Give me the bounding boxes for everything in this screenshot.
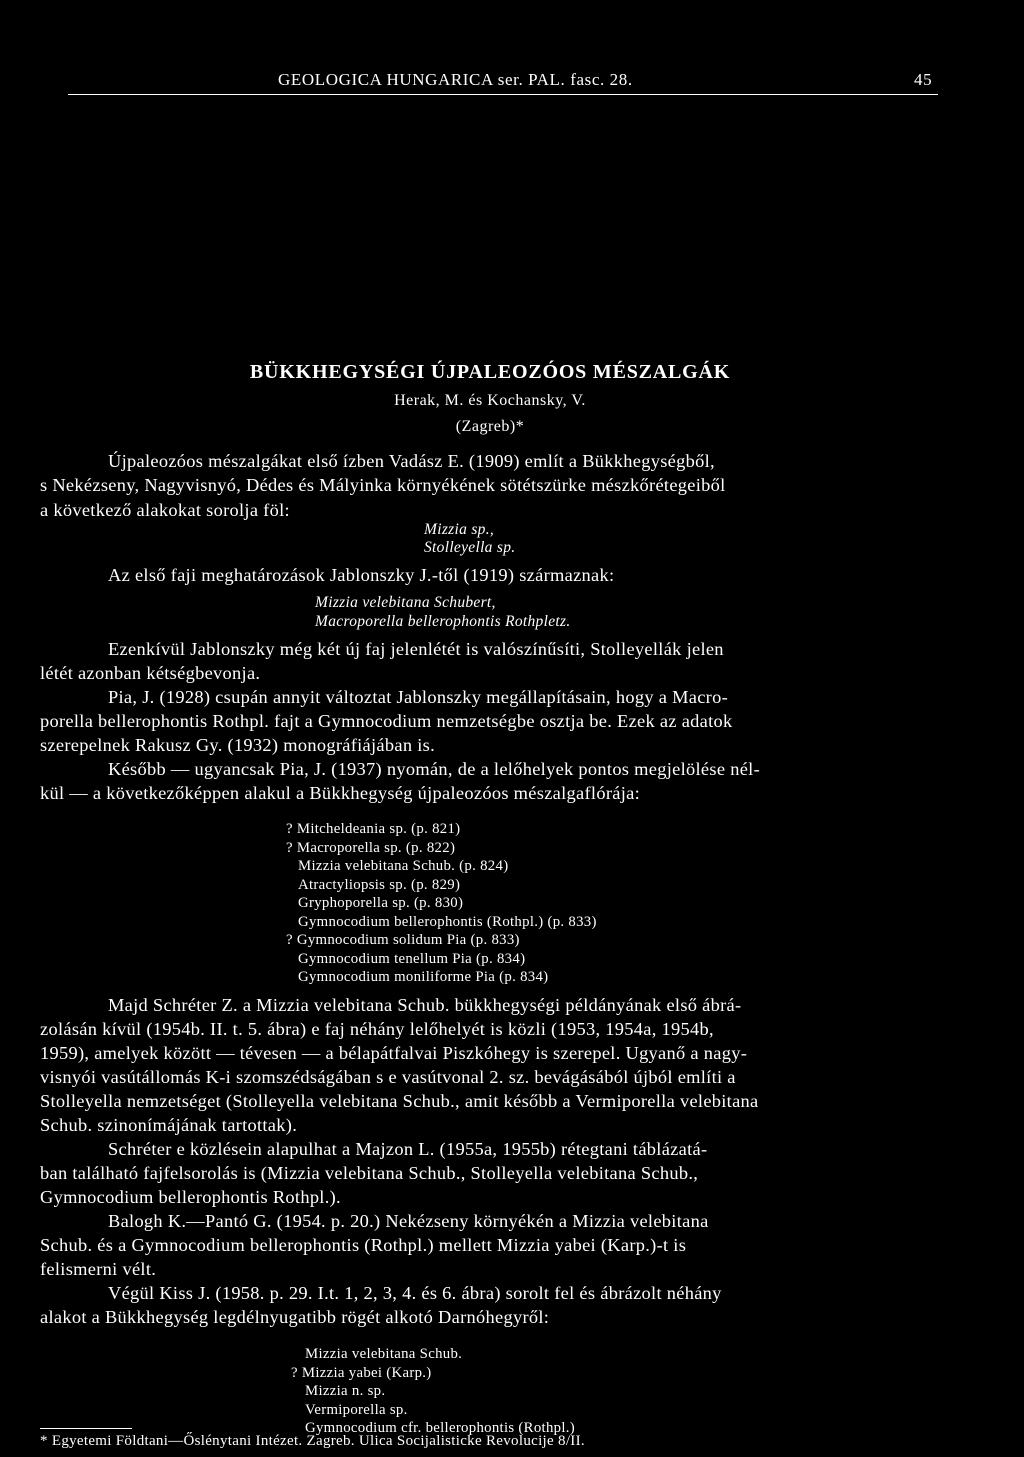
header-rule	[68, 94, 938, 95]
species-list-item: Gymnocodium cfr. bellerophontis (Rothpl.)	[305, 1420, 575, 1436]
text-line: s Nekézseny, Nagyvisnyó, Dédes és Mályinka környékének sötétszürke mészkőrétegeiből	[40, 475, 726, 495]
text-line: Schréter e közlésein alapulhat a Majzon L. (1955a, 1955b) rétegtani táblázatá-	[108, 1139, 708, 1159]
text-line: Majd Schréter Z. a Mizzia velebitana Schub. bükkhegységi példányának első ábrá-	[108, 995, 742, 1015]
species-list-item: ? Gymnocodium solidum Pia (p. 833)	[286, 932, 520, 948]
text-line: ban található fajfelsorolás is (Mizzia velebitana Schub., Stolleyella velebitana Schub.,	[40, 1163, 699, 1183]
species-list-item: Vermiporella sp.	[305, 1402, 408, 1418]
species-line: Mizzia sp.,	[424, 521, 495, 538]
text-line: felismerni vélt.	[40, 1259, 157, 1279]
text-line: szerepelnek Rakusz Gy. (1932) monográfiájában is.	[40, 735, 435, 755]
text-line: porella bellerophontis Rothpl. fajt a Gymnocodium nemzetségbe osztja be. Ezek az adatok	[40, 711, 733, 731]
text-line: Később — ugyancsak Pia, J. (1937) nyomán, de a lelőhelyek pontos megjelölése nél-	[108, 759, 760, 779]
text-line: Stolleyella nemzetséget (Stolleyella velebitana Schub., amit később a Vermiporella velebitana	[40, 1091, 759, 1111]
species-list-item: Gymnocodium moniliforme Pia (p. 834)	[298, 969, 549, 985]
article-authors: Herak, M. és Kochansky, V.	[394, 392, 586, 409]
species-list-item: Atractyliopsis sp. (p. 829)	[298, 877, 461, 893]
text-line: zolásán kívül (1954b. II. t. 5. ábra) e faj néhány lelőhelyét is közli (1953, 1954a, 1954b,	[40, 1019, 714, 1039]
page-number: 45	[914, 70, 933, 89]
species-list-item: ? Mitcheldeania sp. (p. 821)	[286, 821, 461, 837]
text-line: kül — a következőképpen alakul a Bükkhegység újpaleozóos mészalgaflórája:	[40, 783, 640, 803]
text-line: Schub. és a Gymnocodium bellerophontis (Rothpl.) mellett Mizzia yabei (Karp.)-t is	[40, 1235, 687, 1255]
text-line: Végül Kiss J. (1958. p. 29. I.t. 1, 2, 3, 4. és 6. ábra) sorolt fel és ábrázolt néhány	[108, 1283, 722, 1303]
species-list-item: Gymnocodium tenellum Pia (p. 834)	[298, 951, 526, 967]
text-line: 1959), amelyek között — tévesen — a bélapátfalvai Piszkóhegy is szerepel. Ugyanő a nagy-	[40, 1043, 748, 1063]
article-affiliation: (Zagreb)*	[455, 418, 525, 435]
journal-header: GEOLOGICA HUNGARICA ser. PAL. fasc. 28.	[278, 70, 633, 89]
text-line: Gymnocodium bellerophontis Rothpl.).	[40, 1187, 341, 1207]
species-line: Macroporella bellerophontis Rothpletz.	[315, 613, 571, 630]
text-line: Ezenkívül Jablonszky még két új faj jelenlétét is valószínűsíti, Stolleyellák jelen	[108, 639, 724, 659]
species-line: Stolleyella sp.	[424, 539, 516, 556]
species-line: Mizzia velebitana Schubert,	[315, 594, 496, 611]
species-list-item: Mizzia velebitana Schub.	[305, 1346, 463, 1362]
text-line: Schub. szinonímájának tartottak).	[40, 1115, 298, 1135]
footnote-rule	[40, 1428, 132, 1429]
species-list-item: ? Macroporella sp. (p. 822)	[286, 840, 456, 856]
species-list-item: Mizzia velebitana Schub. (p. 824)	[298, 858, 509, 874]
text-line: létét azonban kétségbevonja.	[40, 663, 261, 683]
text-line: Pia, J. (1928) csupán annyit változtat Jablonszky megállapításain, hogy a Macro-	[108, 687, 729, 707]
species-list-item: Mizzia n. sp.	[305, 1383, 386, 1399]
text-line: alakot a Bükkhegység legdélnyugatibb rögét alkotó Darnóhegyről:	[40, 1307, 550, 1327]
species-list-item: Gryphoporella sp. (p. 830)	[298, 895, 464, 911]
text-line: Az első faji meghatározások Jablonszky J.-től (1919) származnak:	[108, 565, 615, 585]
text-line: visnyói vasútállomás K-i szomszédságában s e vasútvonal 2. sz. bevágásából újból említi a	[40, 1067, 736, 1087]
text-line: a következő alakokat sorolja föl:	[40, 500, 290, 520]
article-title: BÜKKHEGYSÉGI ÚJPALEOZÓOS MÉSZALGÁK	[249, 361, 731, 383]
text-line: Balogh K.—Pantó G. (1954. p. 20.) Nekézseny környékén a Mizzia velebitana	[108, 1211, 709, 1231]
species-list-item: Gymnocodium bellerophontis (Rothpl.) (p. 833)	[298, 914, 597, 930]
text-line: Újpaleozóos mészalgákat első ízben Vadász E. (1909) említ a Bükkhegységből,	[108, 451, 715, 471]
species-list-item: ? Mizzia yabei (Karp.)	[291, 1365, 432, 1381]
footnote: * Egyetemi Földtani—Őslénytani Intézet. Zagreb. Ulica Socijalisticke Revolucije 8/II.	[40, 1433, 585, 1449]
